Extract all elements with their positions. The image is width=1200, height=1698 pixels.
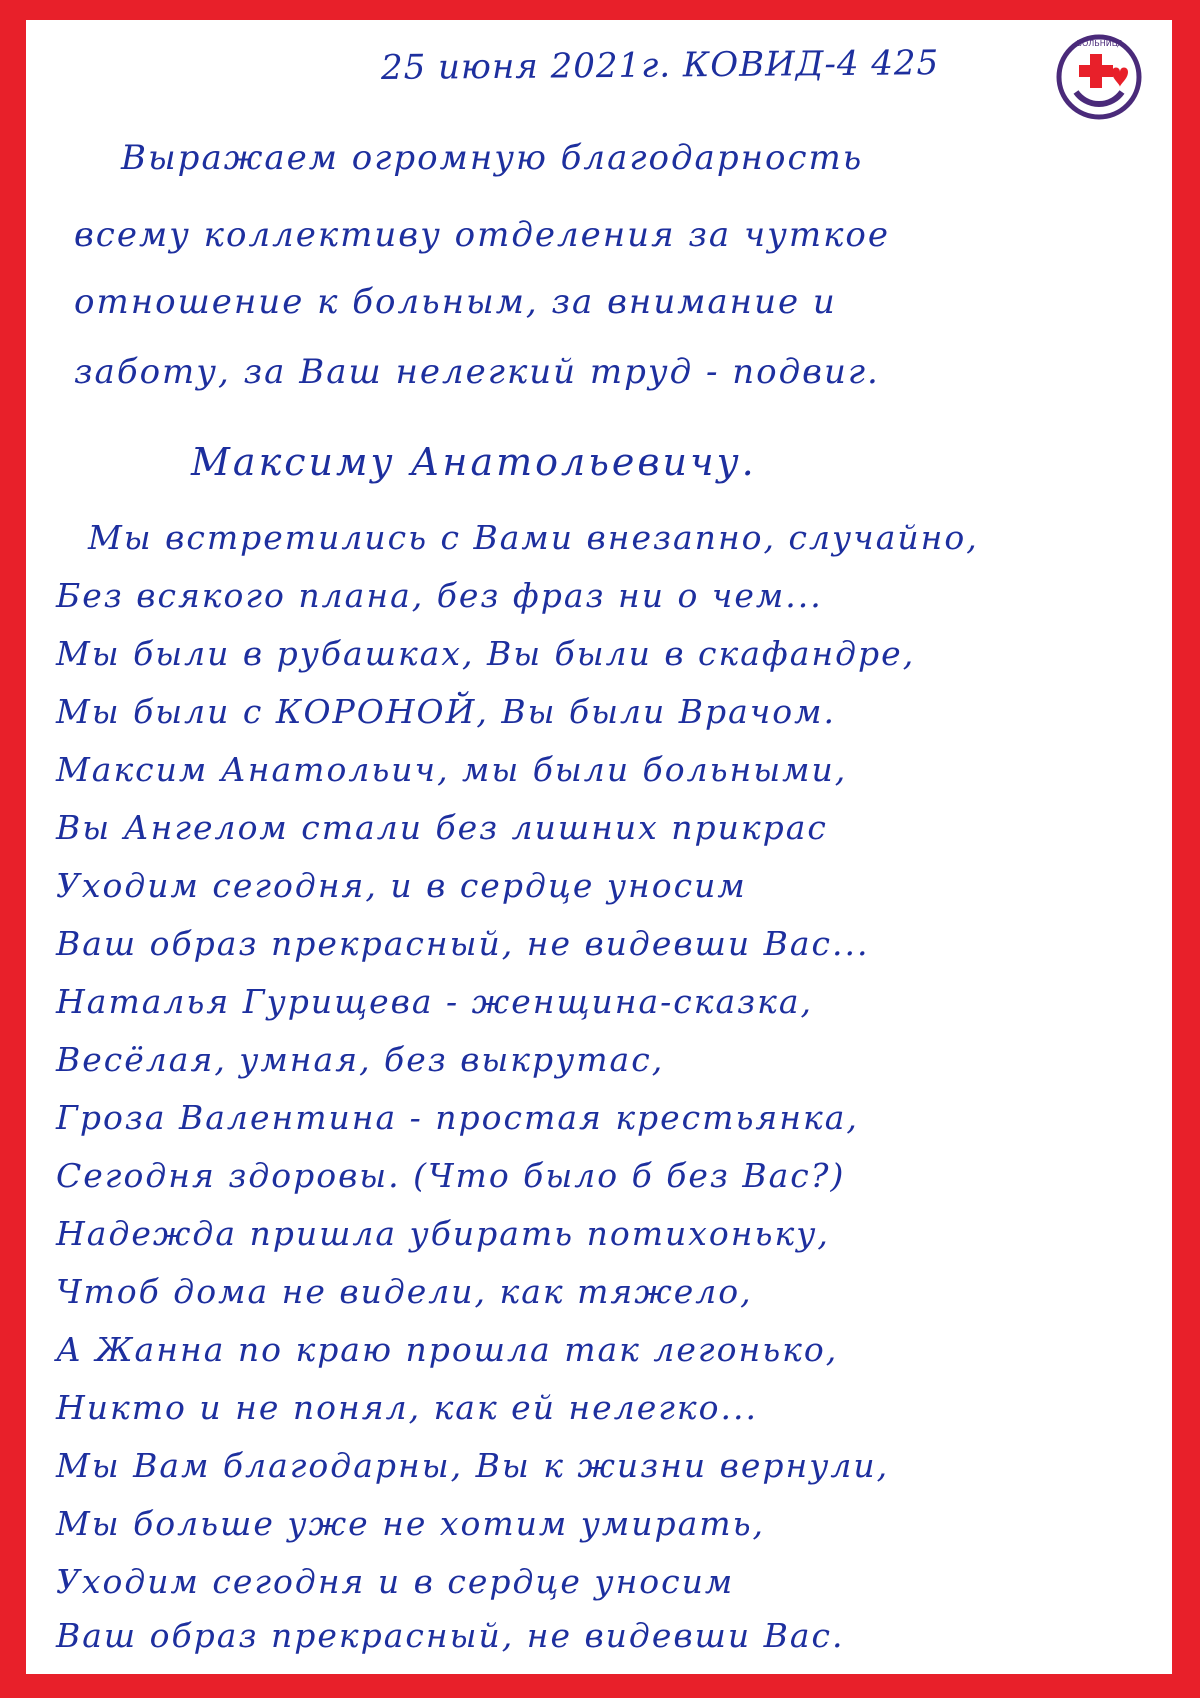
poem-line: Сегодня здоровы. (Что было б без Вас?) (56, 1156, 846, 1195)
poem-line: Ваш образ прекрасный, не видевши Вас. (56, 1616, 845, 1655)
poem-line: Чтоб дома не видели, как тяжело, (56, 1272, 753, 1311)
poem-line: Максим Анатольич, мы были больными, (56, 750, 848, 789)
poem-line: Мы были в рубашках, Вы были в скафандре, (56, 634, 916, 673)
poem-line: Мы встретились с Вами внезапно, случайно, (88, 518, 979, 557)
poem-line: Мы Вам благодарны, Вы к жизни вернули, (56, 1446, 890, 1485)
poem-line: Ваш образ прекрасный, не видевши Вас... (56, 924, 870, 963)
poem-line: Вы Ангелом стали без лишних прикрас (56, 808, 828, 847)
hospital-logo-icon (1054, 32, 1144, 122)
poem-line: Уходим сегодня, и в сердце уносим (56, 866, 747, 905)
addressee-line: Максиму Анатольевичу. (191, 440, 757, 484)
poem-line: Мы больше уже не хотим умирать, (56, 1504, 766, 1543)
poem-line: Надежда пришла убирать потихоньку, (56, 1214, 830, 1253)
intro-line: заботу, за Ваш нелегкий труд - подвиг. (74, 352, 880, 392)
poem-line: Без всякого плана, без фраз ни о чем... (56, 576, 823, 615)
letter-paper (26, 20, 1172, 1674)
poem-line: Наталья Гурищева - женщина-сказка, (56, 982, 814, 1021)
intro-line: всему коллективу отделения за чуткое (74, 215, 891, 255)
poem-line: Весёлая, умная, без выкрутас, (56, 1040, 665, 1079)
date-header: 25 июня 2021г. КОВИД-4 425 (380, 43, 940, 88)
poem-line: Никто и не понял, как ей нелегко... (56, 1388, 758, 1427)
logo-arc-text: БОЛЬНИЦА (1076, 39, 1124, 48)
poem-line: А Жанна по краю прошла так легонько, (56, 1330, 839, 1369)
intro-line: Выражаем огромную благодарность (121, 138, 864, 178)
intro-line: отношение к больным, за внимание и (74, 282, 837, 322)
poem-line: Уходим сегодня и в сердце уносим (56, 1562, 735, 1601)
poem-line: Гроза Валентина - простая крестьянка, (56, 1098, 859, 1137)
poem-line: Мы были с КОРОНОЙ, Вы были Врачом. (56, 692, 837, 731)
